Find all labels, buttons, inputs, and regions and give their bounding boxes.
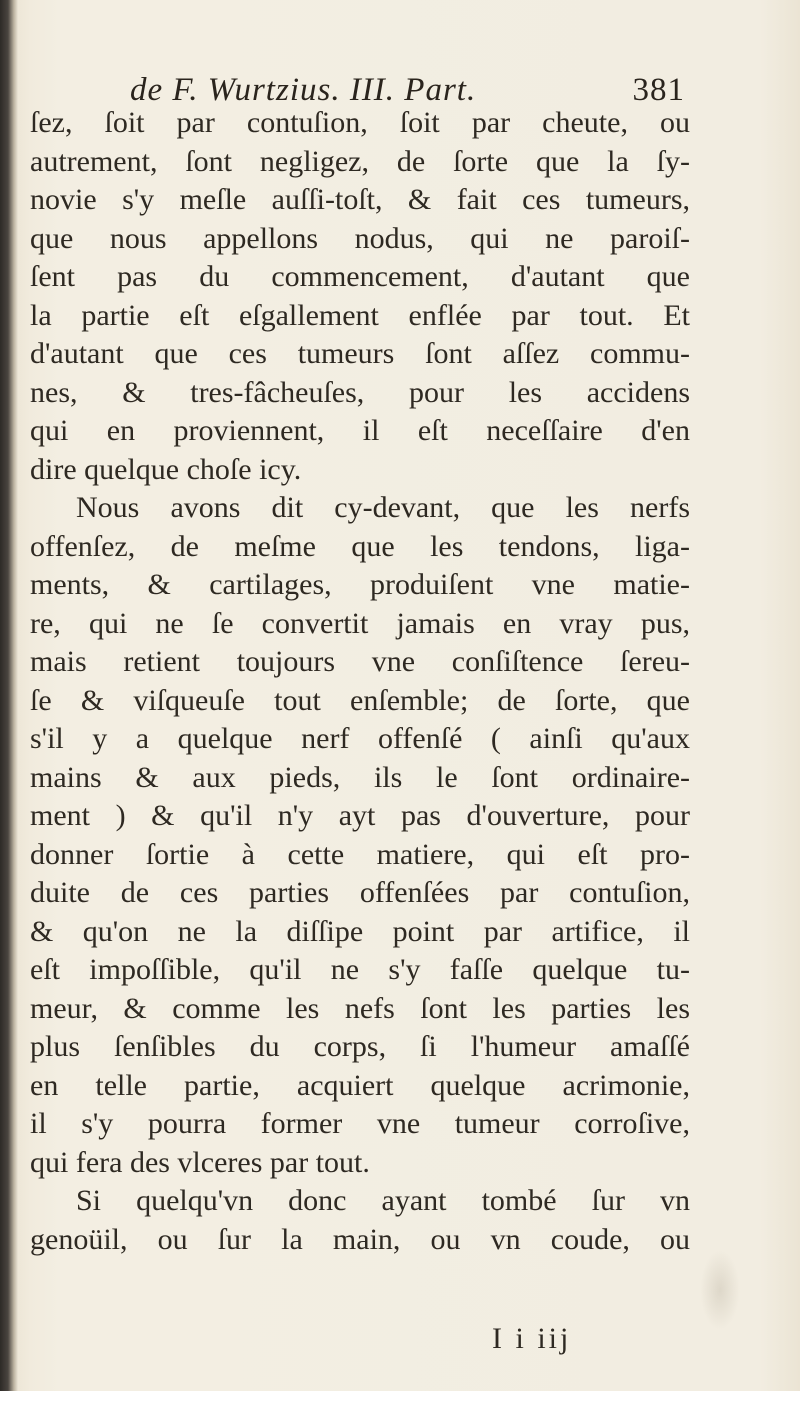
body-text (30, 104, 690, 1259)
text-line: mains & aux pieds, ils le ſont ordinaire- (30, 760, 690, 794)
paragraph-start-line: Nous avons dit cy-devant, que les nerfs (76, 491, 690, 524)
text-line: ſent pas du commencement, d'autant que (30, 260, 690, 293)
page-bottom-edge (0, 1391, 800, 1403)
text-line: d'autant que ces tumeurs ſont aſſez commu- (30, 337, 690, 370)
text-line: la partie eſt eſgallement enflée par tout. Et (30, 298, 690, 332)
text-line: ment ) & qu'il n'y ayt pas d'ouverture, pour (30, 799, 690, 832)
text-line: mais retient toujours vne conſiſtence ſereu- (30, 645, 690, 678)
text-line: dire quelque choſe icy. (30, 452, 302, 486)
text-line: plus ſenſibles du corps, ſi l'humeur amaſſé (30, 1030, 690, 1063)
text-line: eſt impoſſible, qu'il ne s'y faſſe quelque tu- (30, 953, 690, 986)
signature-mark: I i iij (492, 1322, 572, 1355)
binding-gutter (0, 0, 18, 1403)
text-line: re, qui ne ſe convertit jamais en vray pus, (30, 606, 690, 640)
text-line: qui en proviennent, il eſt neceſſaire d'en (30, 414, 690, 447)
text-line: ſez, ſoit par contuſion, ſoit par cheute, ou (30, 106, 690, 139)
text-line: s'il y a quelque nerf offenſé ( ainſi qu'aux (30, 722, 690, 755)
paper-stain (700, 1250, 740, 1330)
text-line: ments, & cartilages, produiſent vne matie- (30, 568, 690, 601)
text-line: il s'y pourra former vne tumeur corroſive, (30, 1107, 690, 1140)
text-line: donner ſortie à cette matiere, qui eſt pro- (30, 837, 690, 871)
text-line: meur, & comme les nefs ſont les parties les (30, 991, 690, 1025)
text-line: nes, & tres-fâcheuſes, pour les accidens (30, 375, 690, 409)
text-line: autrement, ſont negligez, de ſorte que la ſy- (30, 144, 690, 178)
text-line: genoüil, ou ſur la main, ou vn coude, ou (30, 1222, 690, 1256)
paragraph-start-line: Si quelqu'vn donc ayant tombé ſur vn (76, 1184, 690, 1217)
text-line: que nous appellons nodus, qui ne paroiſ- (30, 221, 690, 255)
page-number: 381 (632, 72, 685, 108)
text-line: offenſez, de meſme que les tendons, liga- (30, 529, 690, 563)
text-line: qui fera des vlceres par tout. (30, 1145, 370, 1179)
text-line: novie s'y meſle auſſi-toſt, & fait ces tumeurs, (30, 183, 690, 216)
text-line: duite de ces parties offenſées par contuſion, (30, 876, 690, 909)
text-line: en telle partie, acquiert quelque acrimonie, (30, 1068, 690, 1102)
running-title: de F. Wurtzius. III. Part. (130, 72, 477, 108)
text-line: & qu'on ne la diſſipe point par artifice, il (30, 914, 690, 948)
text-line: ſe & viſqueuſe tout enſemble; de ſorte, que (30, 683, 690, 717)
